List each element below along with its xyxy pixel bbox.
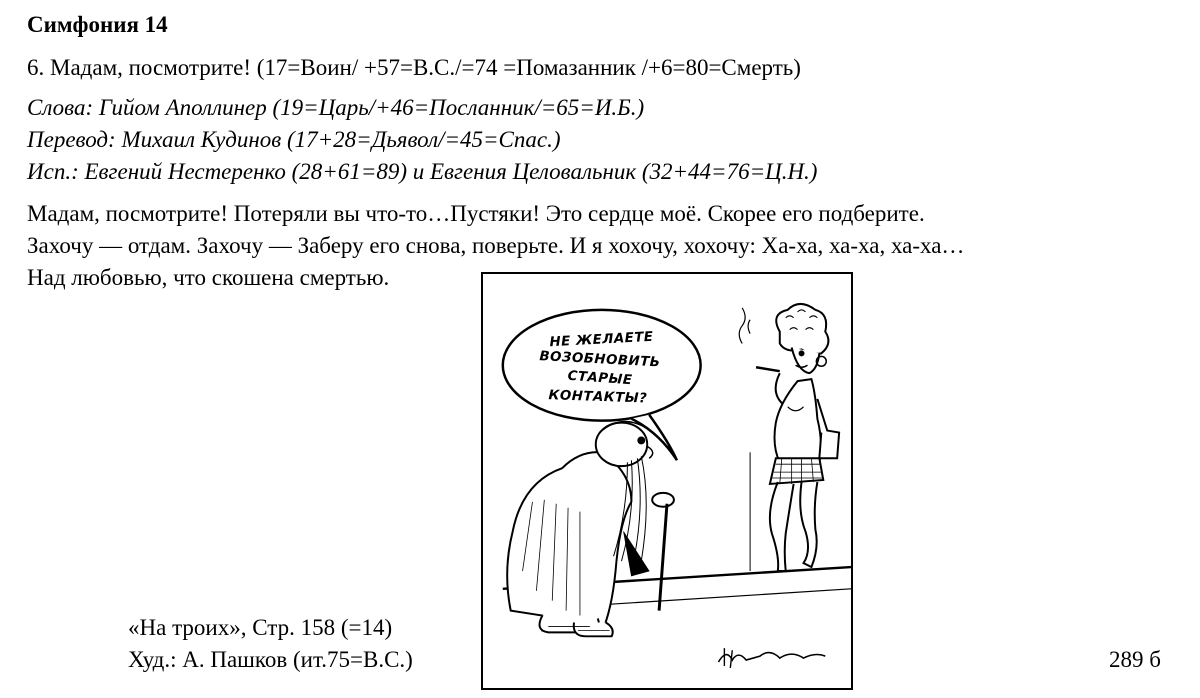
- lyrics-line-3: Над любовью, что скошена смертью.: [27, 265, 390, 290]
- cartoon-drawing: [483, 274, 851, 688]
- page-title: Симфония 14: [27, 12, 168, 37]
- bubble-line-4: КОНТАКТЫ?: [548, 388, 648, 407]
- song-title-line: 6. Мадам, посмотрите! (17=Воин/ +57=В.С./=74 =Помазанник /+6=80=Смерть): [27, 55, 801, 80]
- artist-signature: [718, 648, 825, 668]
- credits-translation: Перевод: Михаил Кудинов (17+28=Дьявол/=45=Спас.): [27, 127, 561, 152]
- credits-performers: Исп.: Евгений Нестеренко (28+61=89) и Евгения Целовальник (32+44=76=Ц.Н.): [27, 159, 818, 184]
- bubble-line-2: ВОЗОБНОВИТЬ: [539, 349, 661, 371]
- cartoon-artist-caption: Худ.: А. Пашков (ит.75=В.С.): [128, 647, 413, 672]
- cartoon-illustration: [481, 272, 853, 690]
- bubble-line-3: СТАРЫЕ: [567, 368, 633, 389]
- lyrics-line-1: Мадам, посмотрите! Потеряли вы что-то…Пустяки! Это сердце моё. Скорее его подберите.: [27, 201, 925, 226]
- woman-figure: [739, 304, 839, 571]
- cartoon-source-caption: «На троих», Стр. 158 (=14): [128, 615, 393, 640]
- old-man-figure: [507, 422, 674, 637]
- credits-words: Слова: Гийом Аполлинер (19=Царь/+46=Посланник/=65=И.Б.): [27, 95, 645, 120]
- lyrics-line-2: Захочу — отдам. Захочу — Заберу его снова, поверьте. И я хохочу, хохочу: Ха-ха, ха-ха, ха-ха…: [27, 233, 965, 258]
- page-number: 289 б: [1109, 647, 1161, 672]
- bubble-line-1: НЕ ЖЕЛАЕТЕ: [549, 329, 654, 351]
